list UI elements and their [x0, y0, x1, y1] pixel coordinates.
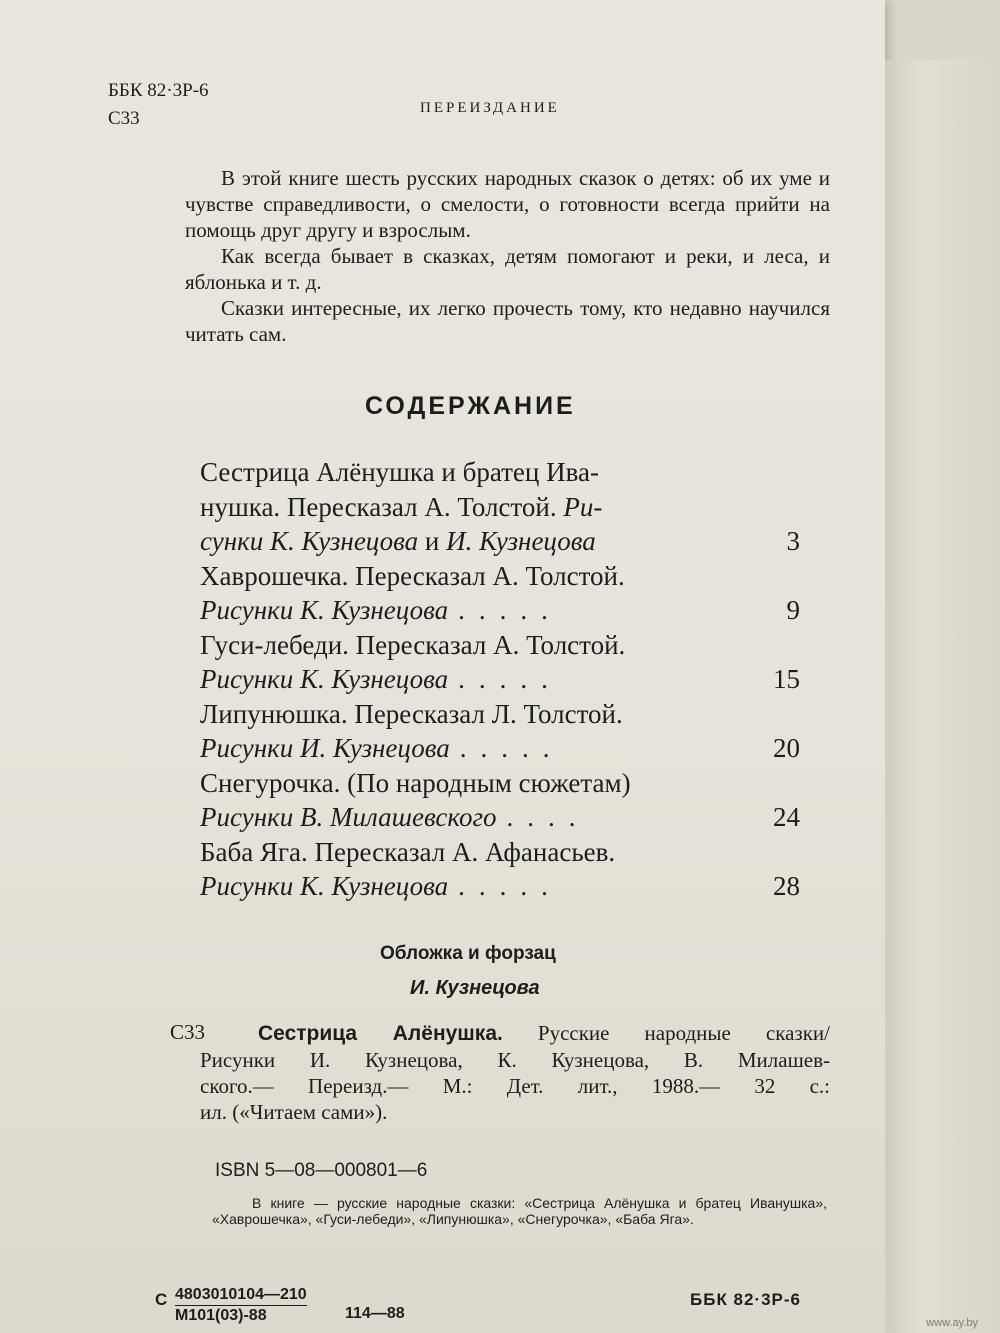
toc-line: Липунюшка. Пересказал Л. Толстой.	[200, 698, 623, 729]
bibliography-line: Рисунки И. Кузнецова, К. Кузнецова, В. Милашев-	[200, 1048, 830, 1072]
bibliography-record	[200, 1020, 830, 1125]
next-page-edge	[885, 60, 1000, 1333]
toc-line: Хаврошечка. Пересказал А. Толстой.	[200, 560, 625, 591]
index-numerator: 4803010104—210	[175, 1285, 307, 1306]
intro-text	[185, 165, 830, 347]
watermark: www.ay.by	[926, 1317, 978, 1329]
toc-entry	[200, 559, 800, 628]
toc-page-number: 15	[773, 664, 800, 694]
toc-page-number: 28	[773, 871, 800, 901]
index-denominator: М101(03)-88	[175, 1307, 267, 1324]
bbk-code-bottom: ББК 82·3Р-6	[690, 1290, 802, 1309]
toc-line: Снегурочка. (По народным сюжетам)	[200, 767, 631, 798]
edition-label: ПЕРЕИЗДАНИЕ	[420, 100, 560, 116]
toc-page-number: 9	[786, 595, 800, 625]
toc-line: Рисунки К. Кузнецова .....	[200, 871, 562, 901]
bibliography-line: ил. («Читаем сами»).	[200, 1100, 388, 1124]
table-of-contents	[200, 455, 800, 904]
toc-entry	[200, 766, 800, 835]
annotation-text: В книге — русские народные сказки: «Сестрица Алёнушка и братец Иванушка», «Хаврошечка», «Гуси-лебеди», «Липунюшка», «Снегурочка», «Баба Яга».	[212, 1195, 827, 1227]
index-suffix: 114—88	[345, 1305, 405, 1322]
book-title: Сестрица Алёнушка.	[258, 1022, 503, 1045]
intro-paragraph: В этой книге шесть русских народных сказок о детях: об их уме и чувстве справедливости, о смелости, о готовности всегда прийти на помощь друг другу и взрослым.	[185, 166, 830, 242]
bbk-code-top: ББК 82·3Р-6	[108, 80, 209, 101]
cover-label: Обложка и форзац	[380, 943, 556, 964]
bibliography-line: ского.— Переизд.— М.: Дет. лит., 1988.— 32 с.:	[200, 1074, 830, 1098]
catalog-code-top: С33	[108, 108, 140, 129]
toc-page-number: 24	[773, 802, 800, 832]
annotation-note	[212, 1195, 827, 1227]
index-fraction	[175, 1285, 307, 1325]
toc-page-number: 20	[773, 733, 800, 763]
toc-entry	[200, 697, 800, 766]
contents-heading: СОДЕРЖАНИЕ	[365, 392, 576, 420]
intro-paragraph: Как всегда бывает в сказках, детям помогают и реки, и леса, и яблонька и т. д.	[185, 244, 830, 294]
bibliography-line: Сестрица Алёнушка. Русские народные сказки/	[258, 1021, 830, 1045]
cover-artist: И. Кузнецова	[410, 977, 540, 999]
toc-line: нушка. Пересказал А. Толстой. Ри-	[200, 491, 603, 522]
isbn: ISBN 5—08—000801—6	[215, 1160, 428, 1181]
toc-line: Рисунки К. Кузнецова .....	[200, 664, 562, 694]
toc-line: Гуси-лебеди. Пересказал А. Толстой.	[200, 629, 626, 660]
intro-paragraph: Сказки интересные, их легко прочесть тому, кто недавно научился читать сам.	[185, 296, 830, 346]
bibliography-code: С33	[170, 1020, 206, 1044]
toc-page-number: 3	[786, 526, 800, 556]
toc-line: Рисунки К. Кузнецова .....	[200, 595, 562, 625]
toc-line: Рисунки И. Кузнецова .....	[200, 733, 564, 763]
index-prefix: С	[155, 1290, 168, 1309]
toc-entry	[200, 455, 800, 559]
toc-entry	[200, 628, 800, 697]
toc-line: Рисунки В. Милашевского ....	[200, 802, 590, 832]
toc-line: Сестрица Алёнушка и братец Ива-	[200, 457, 599, 487]
toc-entry	[200, 835, 800, 904]
toc-line: сунки К. Кузнецова и И. Кузнецова	[200, 526, 596, 556]
toc-line: Баба Яга. Пересказал А. Афанасьев.	[200, 836, 616, 867]
